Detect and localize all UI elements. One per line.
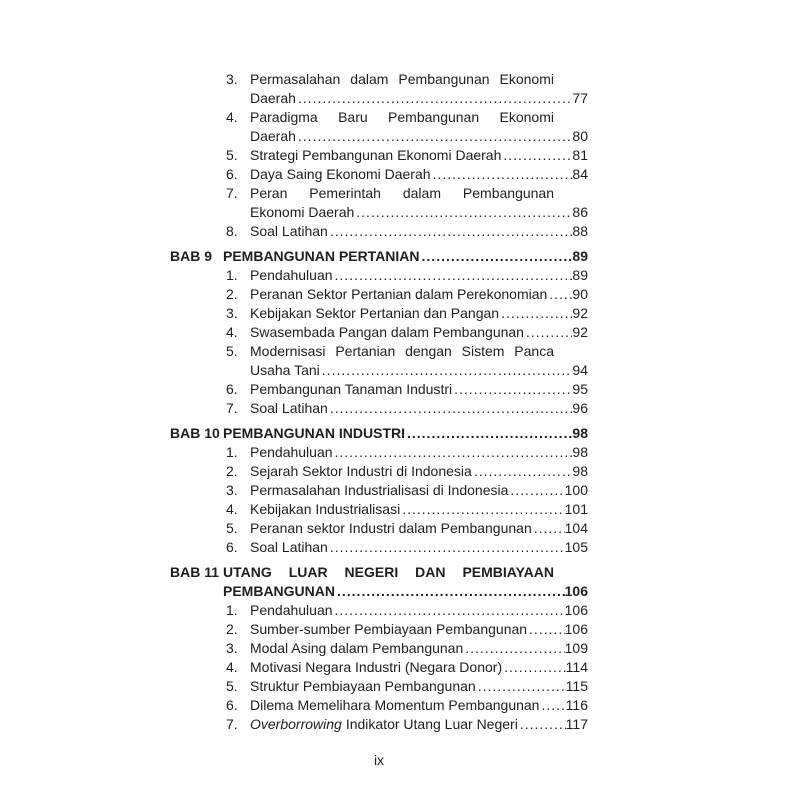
toc-entry [170, 620, 588, 639]
page-number: 77 [572, 90, 588, 106]
chapter-title-wrap: UTANG LUAR NEGERI DAN PEMBIAYAAN [223, 564, 554, 580]
entry-line [250, 620, 588, 639]
toc-entry [170, 108, 588, 146]
dot-leader [335, 443, 573, 462]
entry-body [250, 165, 588, 184]
page-number: 106 [564, 583, 588, 599]
chapter-label: BAB 9 [170, 248, 213, 264]
entry-line [250, 380, 588, 399]
entry-body [250, 620, 588, 639]
entry-number: 3. [226, 305, 238, 321]
entry-number: 1. [226, 602, 238, 618]
entry-body [250, 222, 588, 241]
entry-body [250, 601, 588, 620]
dot-leader [407, 424, 572, 443]
dot-leader [501, 304, 572, 323]
entry-number: 2. [226, 286, 238, 302]
entry-line [250, 538, 588, 557]
entry-line [250, 500, 588, 519]
toc-entry [170, 266, 588, 285]
folio-page-number: ix [373, 752, 385, 768]
dot-leader [510, 481, 564, 500]
entry-title: Struktur Pembiayaan Pembangunan [250, 678, 476, 694]
toc-section-bab-10 [170, 424, 588, 557]
entry-number: 1. [226, 267, 238, 283]
entry-line [250, 266, 588, 285]
toc-entry [170, 715, 588, 734]
entry-number: 4. [226, 659, 238, 675]
dot-leader [541, 696, 565, 715]
entry-body [250, 538, 588, 557]
entry-body [250, 639, 588, 658]
toc-entry [170, 285, 588, 304]
page-number: 105 [564, 539, 588, 555]
toc-entry [170, 165, 588, 184]
entry-title: Sejarah Sektor Industri di Indonesia [250, 463, 472, 479]
entry-line [250, 361, 588, 380]
entry-title: Daerah [250, 90, 296, 106]
dot-leader [478, 677, 566, 696]
toc-entry [170, 304, 588, 323]
entry-line-wrap: Peran Pemerintah dalam Pembangunan [250, 185, 554, 201]
entry-title: Swasembada Pangan dalam Pembangunan [250, 324, 524, 340]
page-number: 115 [565, 678, 588, 694]
entry-line [250, 89, 588, 108]
dot-leader [454, 380, 572, 399]
toc-entry [170, 519, 588, 538]
entry-body [250, 70, 588, 108]
chapter-title-line [223, 582, 588, 601]
dot-leader [549, 285, 572, 304]
entry-number: 1. [226, 444, 238, 460]
entry-line [250, 715, 588, 734]
toc-entry [170, 481, 588, 500]
entry-number: 7. [226, 400, 238, 416]
chapter-heading [170, 563, 588, 601]
page-number: 84 [572, 166, 588, 182]
entry-title: Soal Latihan [250, 223, 328, 239]
entry-number: 6. [226, 697, 238, 713]
page-number: 92 [572, 305, 588, 321]
dot-leader [503, 146, 572, 165]
chapter-label: BAB 11 [170, 564, 220, 580]
entry-number: 3. [226, 640, 238, 656]
entry-body [250, 184, 588, 222]
entry-line [250, 222, 588, 241]
page-number: 116 [565, 697, 588, 713]
toc-section-continued [170, 70, 588, 241]
entry-body [250, 443, 588, 462]
entry-body [250, 481, 588, 500]
chapter-heading [170, 424, 588, 443]
dot-leader [402, 500, 564, 519]
entry-title: Daya Saing Ekonomi Daerah [250, 166, 431, 182]
entry-title: Strategi Pembangunan Ekonomi Daerah [250, 147, 502, 163]
entry-body [250, 146, 588, 165]
entry-line [250, 304, 588, 323]
page-number: 98 [572, 444, 588, 460]
toc-entry [170, 538, 588, 557]
dot-leader [504, 658, 566, 677]
entry-title: Pendahuluan [250, 267, 333, 283]
dot-leader [322, 361, 573, 380]
dot-leader [474, 462, 573, 481]
page-number: 94 [572, 362, 588, 378]
entry-number: 7. [226, 185, 238, 201]
entry-title: Pendahuluan [250, 602, 333, 618]
entry-line-wrap: Paradigma Baru Pembangunan Ekonomi [250, 109, 554, 125]
entry-line [250, 639, 588, 658]
entry-number: 5. [226, 678, 238, 694]
chapter-heading [170, 247, 588, 266]
entry-line [250, 323, 588, 342]
dot-leader [356, 203, 572, 222]
entry-line [250, 285, 588, 304]
chapter-title: PEMBANGUNAN PERTANIAN [223, 248, 420, 264]
page-number: 81 [572, 147, 588, 163]
entry-number: 5. [226, 343, 238, 359]
entry-body [250, 696, 588, 715]
entry-line [250, 443, 588, 462]
page-number: 95 [572, 381, 588, 397]
page-number: 106 [564, 621, 588, 637]
entry-title: Dilema Memelihara Momentum Pembangunan [250, 697, 540, 713]
entry-line [250, 146, 588, 165]
page-number: 100 [564, 482, 588, 498]
entry-number: 6. [226, 166, 238, 182]
toc-entry [170, 342, 588, 380]
dot-leader [529, 620, 565, 639]
page-number: 96 [572, 400, 588, 416]
chapter-title-line [223, 424, 588, 443]
entry-title: Kebijakan Sektor Pertanian dan Pangan [250, 305, 500, 321]
toc-entry [170, 601, 588, 620]
toc-entry [170, 146, 588, 165]
entry-title: Usaha Tani [250, 362, 320, 378]
entry-line [250, 462, 588, 481]
page-number: 109 [564, 640, 588, 656]
page-number: 106 [564, 602, 588, 618]
entry-number: 4. [226, 324, 238, 340]
entry-line [250, 696, 588, 715]
entry-body [250, 715, 588, 734]
entry-line [250, 399, 588, 418]
dot-leader [330, 399, 573, 418]
dot-leader [335, 601, 565, 620]
entry-body [250, 266, 588, 285]
entry-title-italic: Overborrowing [250, 716, 342, 732]
entry-title: Soal Latihan [250, 400, 328, 416]
page-number: 117 [565, 716, 588, 732]
entry-line [250, 677, 588, 696]
entry-title: Kebijakan Industrialisasi [250, 501, 401, 517]
entry-title: Soal Latihan [250, 539, 328, 555]
page-number: 114 [565, 659, 588, 675]
entry-title: Pendahuluan [250, 444, 333, 460]
toc-entry [170, 696, 588, 715]
entry-number: 8. [226, 223, 238, 239]
toc-entry [170, 222, 588, 241]
entry-title: Peranan Sektor Pertanian dalam Perekonomian [250, 286, 548, 302]
dot-leader [298, 127, 573, 146]
entry-number: 5. [226, 520, 238, 536]
entry-title: Permasalahan Industrialisasi di Indonesia [250, 482, 509, 498]
entry-title: Sumber-sumber Pembiayaan Pembangunan [250, 621, 528, 637]
page-number: 80 [572, 128, 588, 144]
toc-entry [170, 380, 588, 399]
chapter-title: PEMBANGUNAN INDUSTRI [223, 425, 405, 441]
entry-title: Ekonomi Daerah [250, 204, 355, 220]
entry-line [250, 165, 588, 184]
entry-number: 4. [226, 501, 238, 517]
chapter-title: PEMBANGUNAN [223, 583, 335, 599]
chapter-body [223, 563, 588, 601]
toc-entry [170, 500, 588, 519]
chapter-body [223, 424, 588, 443]
page-number: 98 [572, 463, 588, 479]
entry-line [250, 481, 588, 500]
entry-number: 2. [226, 463, 238, 479]
entry-line-wrap: Permasalahan dalam Pembangunan Ekonomi [250, 71, 554, 87]
dot-leader [433, 165, 573, 184]
chapter-label: BAB 10 [170, 425, 220, 441]
entry-body [250, 380, 588, 399]
entry-number: 5. [226, 147, 238, 163]
dot-leader [330, 538, 565, 557]
chapter-title-line [223, 247, 588, 266]
toc-section-bab-9 [170, 247, 588, 418]
entry-line [250, 519, 588, 538]
entry-number: 6. [226, 539, 238, 555]
entry-line [250, 203, 588, 222]
toc-entry [170, 323, 588, 342]
entry-line [250, 658, 588, 677]
dot-leader [298, 89, 573, 108]
page-number: 90 [572, 286, 588, 302]
dot-leader [335, 266, 573, 285]
entry-number: 2. [226, 621, 238, 637]
entry-body [250, 658, 588, 677]
toc-entry [170, 658, 588, 677]
page-number: 101 [564, 501, 588, 517]
toc-entry [170, 639, 588, 658]
dot-leader [465, 639, 564, 658]
page-number: 98 [572, 425, 588, 441]
dot-leader [330, 222, 573, 241]
page-number: 88 [572, 223, 588, 239]
toc-entry [170, 399, 588, 418]
dot-leader [520, 715, 566, 734]
entry-body [250, 500, 588, 519]
page-number: 104 [564, 520, 588, 536]
entry-body [250, 399, 588, 418]
entry-number: 3. [226, 71, 238, 87]
entry-title: Pembangunan Tanaman Industri [250, 381, 453, 397]
entry-body [250, 677, 588, 696]
entry-title: Modal Asing dalam Pembangunan [250, 640, 464, 656]
dot-leader [422, 247, 573, 266]
entry-number: 4. [226, 109, 238, 125]
page-number: 92 [572, 324, 588, 340]
toc-entry [170, 184, 588, 222]
dot-leader [526, 323, 572, 342]
toc-entry [170, 677, 588, 696]
dot-leader [337, 582, 565, 601]
table-of-contents [170, 70, 588, 734]
entry-body [250, 342, 588, 380]
entry-number: 6. [226, 381, 238, 397]
entry-body [250, 304, 588, 323]
toc-entry [170, 70, 588, 108]
entry-body [250, 323, 588, 342]
entry-line [250, 127, 588, 146]
entry-number: 3. [226, 482, 238, 498]
entry-body [250, 519, 588, 538]
toc-entry [170, 462, 588, 481]
entry-title: Indikator Utang Luar Negeri [345, 716, 518, 732]
page-number: 86 [572, 204, 588, 220]
entry-line-wrap: Modernisasi Pertanian dengan Sistem Panca [250, 343, 554, 359]
entry-body [250, 108, 588, 146]
entry-title: Peranan sektor Industri dalam Pembangunan [250, 520, 532, 536]
entry-body [250, 462, 588, 481]
chapter-body [223, 247, 588, 266]
entry-number: 7. [226, 716, 238, 732]
page-number: 89 [572, 267, 588, 283]
entry-title: Daerah [250, 128, 296, 144]
toc-entry [170, 443, 588, 462]
dot-leader [534, 519, 565, 538]
toc-section-bab-11 [170, 563, 588, 734]
entry-body [250, 285, 588, 304]
entry-title: Motivasi Negara Industri (Negara Donor) [250, 659, 503, 675]
entry-line [250, 601, 588, 620]
page-number: 89 [572, 248, 588, 264]
